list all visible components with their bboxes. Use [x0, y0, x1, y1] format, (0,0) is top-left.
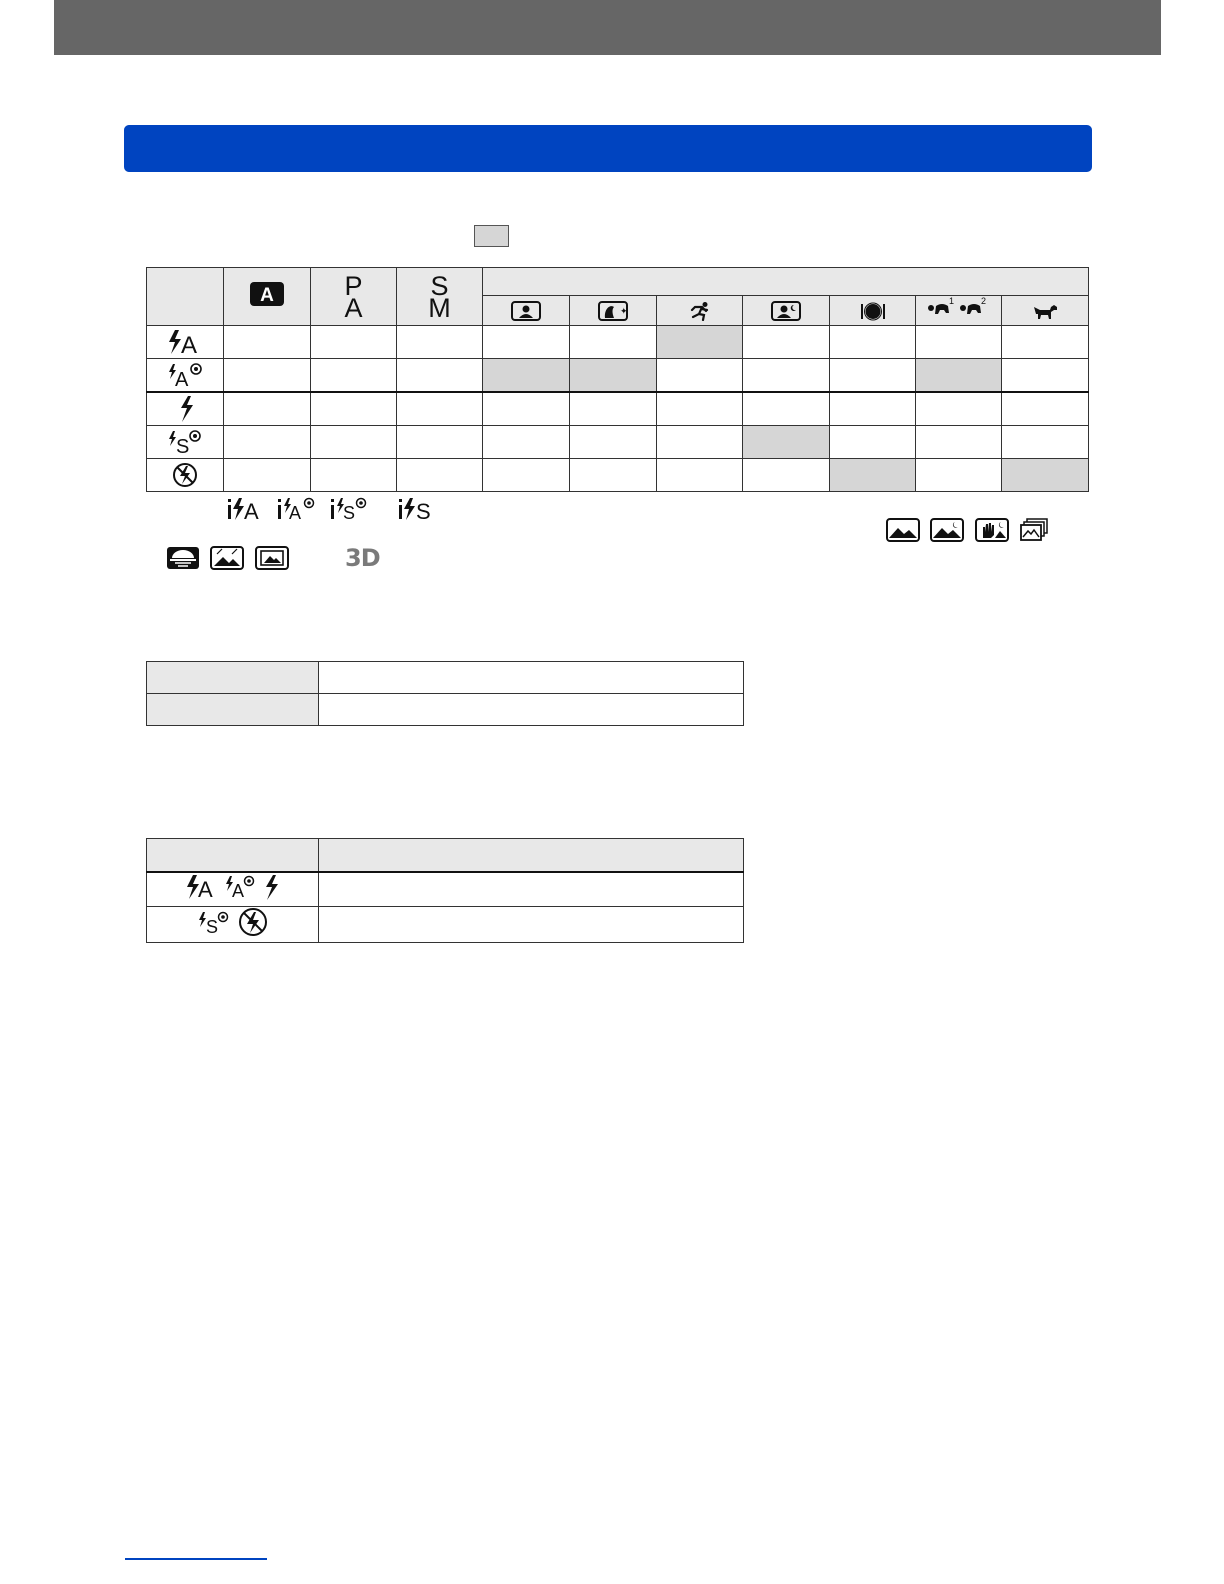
- auto-flash-icon: [184, 873, 218, 901]
- col-header-soft-skin: [570, 296, 657, 326]
- col-header-intelligent-auto: [224, 268, 311, 326]
- svg-text:S: S: [176, 436, 190, 457]
- row-slow-sync-red-eye: [147, 426, 1089, 459]
- ia-red-eye-icon: [276, 495, 318, 523]
- ia-auto-flash-icon: [226, 495, 266, 523]
- flash-off-icon: [237, 907, 269, 937]
- mode-a-label: A: [344, 292, 363, 323]
- flash-range-header-left: [147, 839, 319, 873]
- ia-slow-sync-icon: [397, 495, 433, 523]
- scene-icons-note-left: [166, 546, 295, 570]
- row-auto-flash: [147, 326, 1089, 359]
- corner-cell: [147, 268, 224, 326]
- sunset-icon: [166, 546, 200, 570]
- row-header-flash-off: [147, 459, 224, 492]
- mode-m-label: M: [428, 292, 451, 323]
- flash-mode-compatibility-table: [146, 267, 1089, 492]
- auto-flash-icon: [165, 327, 205, 357]
- forced-flash-icon: [261, 873, 281, 901]
- scenery-icon: [886, 518, 920, 542]
- baby-1-superscript: 1: [948, 296, 954, 306]
- pet-icon: [1030, 301, 1060, 321]
- svg-text:A: A: [260, 285, 274, 306]
- intelligent-auto-icon: [249, 281, 285, 307]
- flash-group-2-label: [147, 907, 319, 943]
- col-header-baby: [916, 296, 1002, 326]
- info-table-1-row1-label: [147, 662, 319, 694]
- row-forced-flash: [147, 392, 1089, 426]
- scene-icons-note-right: [886, 518, 1055, 542]
- soft-skin-icon: [598, 301, 628, 321]
- flash-group-1-value: [319, 872, 744, 907]
- section-title-bar: [124, 125, 1092, 172]
- svg-text:A: A: [231, 881, 244, 901]
- info-table-1-row2-value: [319, 694, 744, 726]
- food-icon: [858, 301, 888, 321]
- ia-slow-sync-red-eye-icon: [329, 495, 371, 523]
- svg-text:A: A: [244, 499, 259, 523]
- svg-text:A: A: [181, 332, 198, 357]
- baby-icon: [927, 296, 991, 320]
- row-flash-off: [147, 459, 1089, 492]
- col-header-food: [830, 296, 916, 326]
- mode-s-label: S: [430, 270, 449, 301]
- info-table-1-row2-label: [147, 694, 319, 726]
- scene-mode-group-header: [483, 268, 1089, 296]
- slow-sync-red-eye-icon: [165, 427, 205, 457]
- night-scenery-icon: [930, 518, 964, 542]
- svg-text:S: S: [416, 499, 432, 523]
- baby-2-superscript: 2: [980, 296, 986, 306]
- svg-text:A: A: [289, 503, 302, 523]
- slow-sync-red-eye-icon: [196, 909, 232, 937]
- col-header-pet: [1002, 296, 1089, 326]
- col-header-shutter-manual: [397, 268, 483, 326]
- forced-flash-icon: [165, 394, 205, 424]
- svg-text:✦: ✦: [620, 306, 628, 317]
- flash-range-table: [146, 838, 744, 943]
- col-header-sports: [657, 296, 743, 326]
- photo-frame-icon: [255, 546, 289, 570]
- row-header-auto-red-eye: [147, 359, 224, 393]
- footer-link-underline[interactable]: [125, 1558, 267, 1560]
- hdr-icon: [1019, 518, 1049, 542]
- row-auto-red-eye: [147, 359, 1089, 393]
- row-header-slow-sync-red-eye: [147, 426, 224, 459]
- svg-text:A: A: [175, 369, 189, 390]
- glass-through-icon: [210, 546, 244, 570]
- portrait-icon: [511, 301, 541, 321]
- row-header-forced-flash: [147, 392, 224, 426]
- info-table-1-row1-value: [319, 662, 744, 694]
- auto-red-eye-icon: [165, 360, 205, 390]
- ia-flash-icons-note: [226, 495, 439, 523]
- page-header-bar: [54, 0, 1161, 55]
- svg-text:A: A: [198, 877, 213, 901]
- sports-icon: [685, 301, 715, 321]
- flash-range-header-right: [319, 839, 744, 873]
- unavailable-legend-swatch: [474, 225, 509, 247]
- svg-text:S: S: [206, 917, 219, 937]
- flash-off-icon: [165, 460, 205, 490]
- handheld-night-shot-icon: [975, 518, 1009, 542]
- mode-p-label: P: [344, 270, 363, 301]
- col-header-portrait: [483, 296, 570, 326]
- svg-text:S: S: [342, 503, 355, 523]
- auto-red-eye-icon: [223, 873, 257, 901]
- flash-group-1-label: [147, 872, 319, 907]
- info-table-1: [146, 661, 744, 726]
- night-portrait-icon: [771, 301, 801, 321]
- col-header-night-portrait: [743, 296, 830, 326]
- flash-group-2-value: [319, 907, 744, 943]
- col-header-program-aperture: [311, 268, 397, 326]
- 3d-mode-icon: 3D: [345, 544, 380, 572]
- row-header-auto-flash: [147, 326, 224, 359]
